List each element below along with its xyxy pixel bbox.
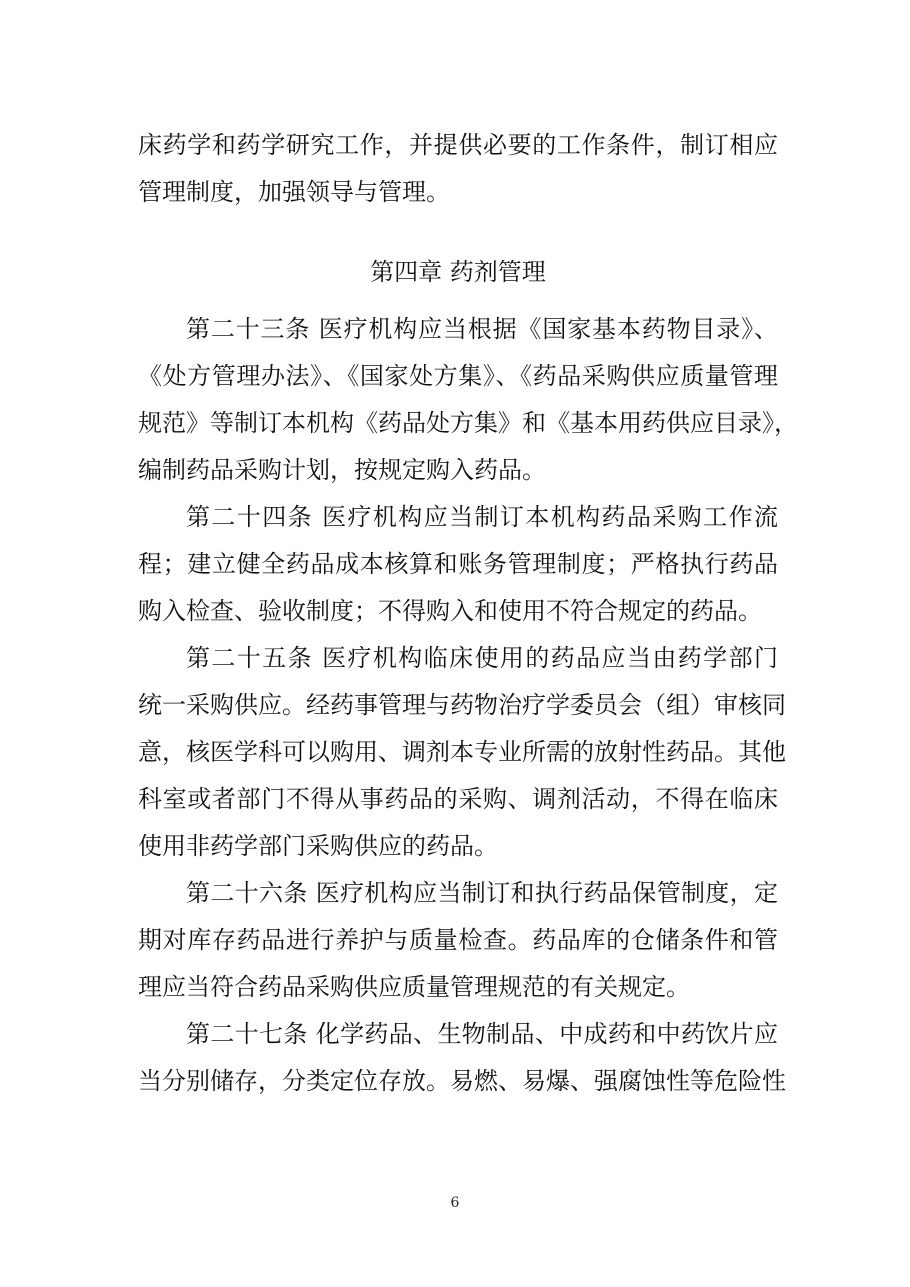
text-line: 意，核医学科可以购用、调剂本专业所需的放射性药品。其他	[138, 738, 786, 766]
document-body	[138, 122, 798, 1105]
text-line: 理应当符合药品采购供应质量管理规范的有关规定。	[138, 973, 690, 1001]
page-number: 6	[450, 1195, 460, 1211]
text-line: 使用非药学部门采购供应的药品。	[138, 832, 498, 860]
text-line: 科室或者部门不得从事药品的采购、调剂活动，不得在临床	[138, 785, 778, 813]
intro-paragraph	[138, 122, 778, 216]
text-line: 规范》等制订本机构《药品处方集》和《基本用药供应目录》，	[138, 409, 798, 437]
text-line: 第二十四条 医疗机构应当制订本机构药品采购工作流	[186, 503, 778, 531]
article-23	[138, 306, 798, 494]
text-line: 程；建立健全药品成本核算和账务管理制度；严格执行药品	[138, 550, 778, 578]
text-line: 第二十五条 医疗机构临床使用的药品应当由药学部门	[186, 644, 778, 672]
article-27	[138, 1011, 786, 1105]
text-line: 第二十三条 医疗机构应当根据《国家基本药物目录》、	[186, 315, 778, 343]
text-line: 期对库存药品进行养护与质量检查。药品库的仓储条件和管	[138, 926, 778, 954]
text-line: 编制药品采购计划，按规定购入药品。	[138, 456, 546, 484]
text-line: 统一采购供应。经药事管理与药物治疗学委员会（组）审核同	[138, 691, 786, 719]
text-line: 管理制度，加强领导与管理。	[138, 178, 450, 206]
text-line: 第二十六条 医疗机构应当制订和执行药品保管制度，定	[186, 879, 778, 907]
text-line: 第二十七条 化学药品、生物制品、中成药和中药饮片应	[186, 1020, 778, 1048]
article-25	[138, 635, 786, 870]
text-line: 《处方管理办法》、《国家处方集》、《药品采购供应质量管理	[138, 362, 778, 390]
text-line: 购入检查、验收制度；不得购入和使用不符合规定的药品。	[138, 597, 762, 625]
chapter-heading: 第四章 药剂管理	[370, 258, 546, 286]
article-26	[138, 870, 778, 1011]
text-line: 床药学和药学研究工作，并提供必要的工作条件，制订相应	[138, 131, 778, 159]
article-24	[138, 494, 778, 635]
text-line: 当分别储存，分类定位存放。易燃、易爆、强腐蚀性等危险性	[138, 1067, 786, 1095]
